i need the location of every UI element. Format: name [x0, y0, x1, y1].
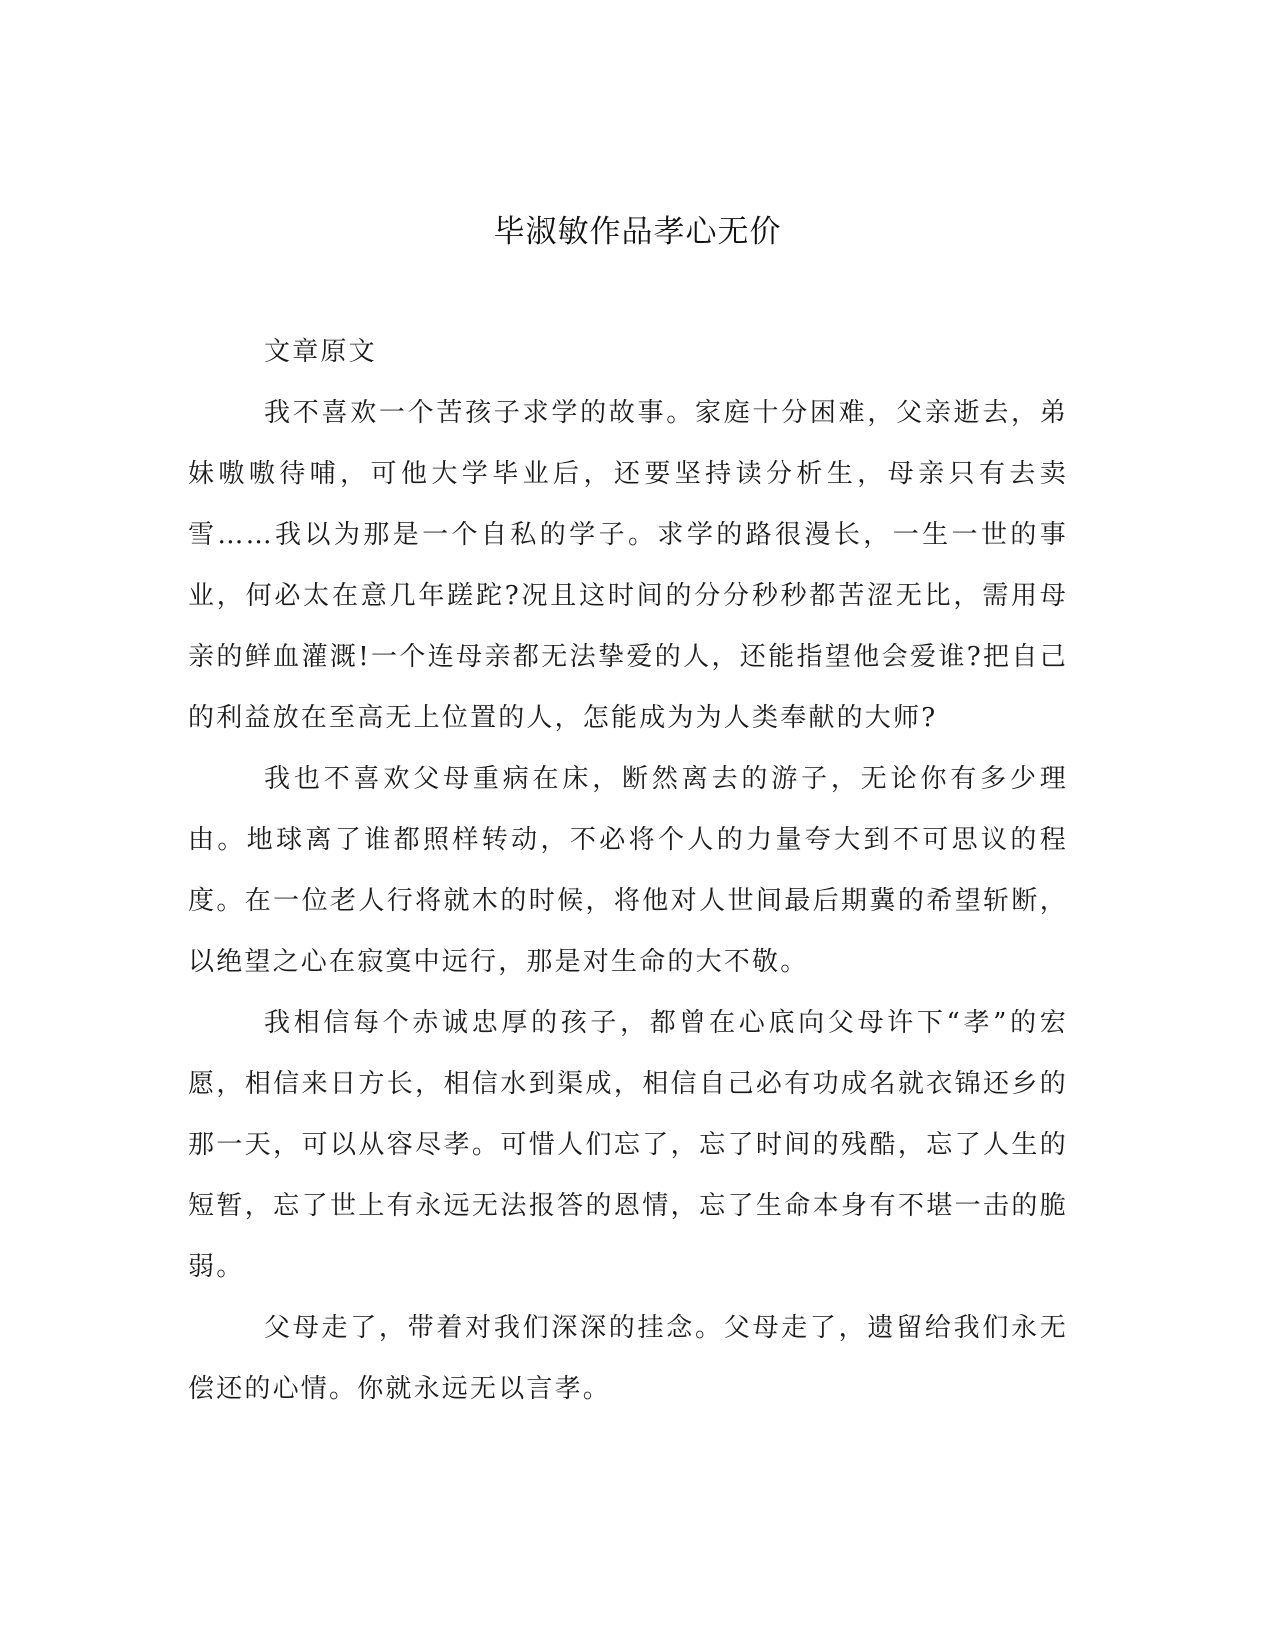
document-body — [188, 322, 1068, 1420]
section-label: 文章原文 — [264, 337, 377, 367]
paragraph-1: 我不喜欢一个苦孩子求学的故事。家庭十分困难，父亲逝去，弟妹嗷嗷待哺，可他大学毕业后，还要坚持读分析生，母亲只有去卖雪……我以为那是一个自私的学子。求学的路很漫长，一生一世的事业，何必太在意几年蹉跎?况且这时间的分分秒秒都苦涩无比，需用母亲的鲜血灌溉!一个连母亲都无法挚爱的人，还能指望他会爱谁?把自己的利益放在至高无上位置的人，怎能成为为人类奉献的大师? — [188, 398, 1068, 733]
paragraph-2: 我也不喜欢父母重病在床，断然离去的游子，无论你有多少理由。地球离了谁都照样转动，不必将个人的力量夸大到不可思议的程度。在一位老人行将就木的时候，将他对人世间最后期冀的希望斩断，以绝望之心在寂寞中远行，那是对生命的大不敬。 — [188, 764, 1068, 977]
paragraph-3: 我相信每个赤诚忠厚的孩子，都曾在心底向父母许下“孝”的宏愿，相信来日方长，相信水到渠成，相信自己必有功成名就衣锦还乡的那一天，可以从容尽孝。可惜人们忘了，忘了时间的残酷，忘了人生的短暂，忘了世上有永远无法报答的恩情，忘了生命本身有不堪一击的脆弱。 — [188, 1008, 1068, 1282]
paragraph-4: 父母走了，带着对我们深深的挂念。父母走了，遗留给我们永无偿还的心情。你就永远无以言孝。 — [188, 1313, 1068, 1404]
document-title: 毕淑敏作品孝心无价 — [493, 214, 782, 250]
